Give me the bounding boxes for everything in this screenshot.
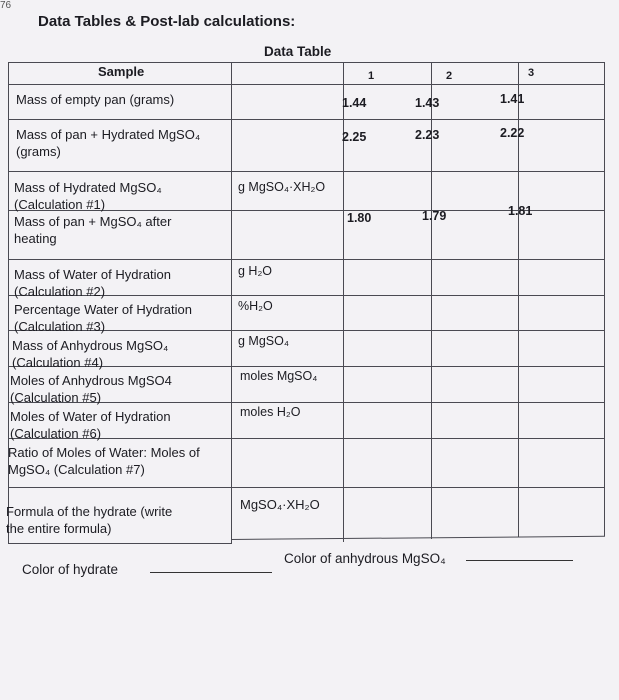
color-of-anhydrous-label: Color of anhydrous MgSO₄: [284, 551, 446, 566]
unit-label: g H₂O: [238, 264, 273, 278]
trial-2-value: 1.79: [422, 209, 447, 223]
trial-3-value: 1.81: [508, 204, 533, 218]
row-label: Formula of the hydrate (write the entire formula): [6, 504, 173, 536]
corner-mark: 76: [0, 0, 12, 11]
header-trial-2: 2: [446, 70, 453, 82]
unit-label: %H₂O: [238, 299, 273, 313]
page-heading: Data Tables & Post-lab calculations:: [38, 13, 296, 30]
color-of-hydrate-blank[interactable]: [150, 572, 272, 573]
color-of-hydrate-label: Color of hydrate: [22, 562, 119, 577]
header-trial-3: 3: [528, 67, 535, 79]
trial-3-value: 1.41: [500, 92, 525, 106]
row-label: Mass of pan + MgSO₄ after heating: [14, 214, 172, 246]
trial-3-value: 2.22: [500, 126, 525, 140]
trial-1-value: 1.80: [347, 211, 372, 225]
row-label: Ratio of Moles of Water: Moles of MgSO₄ (Calculation #7): [8, 445, 200, 477]
row-label: Mass of Hydrated MgSO₄ (Calculation #1): [14, 180, 162, 212]
unit-label: g MgSO₄: [238, 334, 289, 348]
row-label: Mass of empty pan (grams): [16, 92, 175, 107]
unit-label: moles H₂O: [240, 405, 301, 419]
table-title: Data Table: [264, 44, 332, 59]
header-sample: Sample: [98, 64, 145, 79]
row-label: Mass of Water of Hydration (Calculation #2): [14, 267, 172, 299]
trial-2-value: 1.43: [415, 96, 440, 110]
unit-label: g MgSO₄·XH₂O: [238, 180, 326, 194]
unit-label: MgSO₄·XH₂O: [240, 497, 320, 512]
unit-label: moles MgSO₄: [240, 369, 318, 383]
row-label: Moles of Water of Hydration (Calculation #6): [10, 409, 171, 441]
trial-2-value: 2.23: [415, 128, 440, 142]
row-label: Mass of Anhydrous MgSO₄ (Calculation #4): [12, 338, 169, 370]
trial-1-value: 1.44: [342, 96, 367, 110]
trial-1-value: 2.25: [342, 130, 367, 144]
row-label: Percentage Water of Hydration (Calculation #3): [14, 302, 192, 334]
color-of-anhydrous-blank[interactable]: [466, 560, 573, 561]
row-label: Moles of Anhydrous MgSO4 (Calculation #5): [10, 373, 172, 405]
header-trial-1: 1: [368, 70, 375, 82]
row-label: Mass of pan + Hydrated MgSO₄ (grams): [16, 127, 201, 159]
